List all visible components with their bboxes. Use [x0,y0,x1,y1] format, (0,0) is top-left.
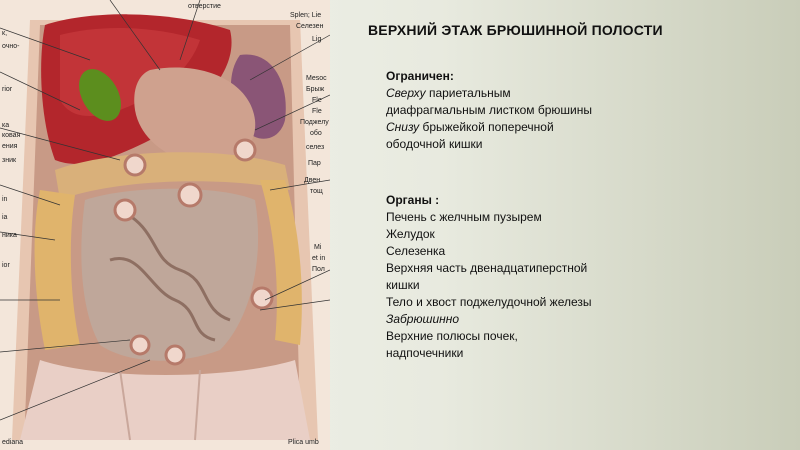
illustration-label: Mi [314,244,322,251]
abdominal-cavity-drawing [0,0,330,450]
organs-section [386,192,786,362]
illustration-label: тощ [310,188,323,195]
illustration-label: Поджелу [300,119,329,126]
illustration-label: Селезен [296,23,324,30]
illustration-label: Lig [312,36,322,43]
bounded-top-line [386,85,786,102]
anatomy-illustration [0,0,330,450]
illustration-label: Пол [312,266,325,273]
bounded-bottom-text: брыжейкой поперечной [419,120,554,134]
retroperitoneal-heading: Забрюшинно [386,312,460,326]
organ-item: Верхняя часть двенадцатиперстной [386,261,588,275]
mesentery-area [81,189,258,361]
illustration-label: Mesoc [306,75,327,82]
illustration-label: к, [2,30,8,37]
bowel-opening-3 [179,184,201,206]
bounded-section [386,68,786,153]
bounded-top-italic: Сверху [386,86,426,100]
organ-item: Тело и хвост поджелудочной железы [386,295,592,309]
illustration-label: Двен [304,177,321,184]
illustration-label: ковая [2,132,21,139]
bounded-bottom-line [386,119,786,136]
illustration-label: отверстие [188,3,221,10]
bowel-opening-4 [115,200,135,220]
bounded-bottom-italic: Снизу [386,120,420,134]
illustration-label: селез [306,144,325,151]
illustration-label: обо [310,130,322,137]
retroperitoneal-item: надпочечники [386,346,464,360]
illustration-label: ника [2,232,17,239]
slide-title: ВЕРХНИЙ ЭТАЖ БРЮШИННОЙ ПОЛОСТИ [368,22,663,38]
illustration-label: Fle [312,97,322,104]
illustration-label: Пар [308,160,321,167]
organ-item: кишки [386,278,420,292]
illustration-label: зник [2,157,17,164]
illustration-label: ediana [2,439,24,446]
organ-item: Желудок [386,227,435,241]
illustration-label: Splen; Lie [290,12,322,19]
illustration-label: очно- [2,43,20,50]
bounded-top-text: париетальным [425,86,511,100]
retroperitoneal-item: Верхние полюсы почек, [386,329,518,343]
bowel-opening-1 [125,155,145,175]
illustration-label: Plica umb [288,439,319,446]
bounded-heading: Ограничен: [386,69,454,83]
organs-heading: Органы : [386,193,440,207]
illustration-label: in [2,196,8,203]
illustration-label: ior [2,262,10,269]
illustration-label: rior [2,86,13,93]
illustration-label: ia [2,214,8,221]
illustration-label: ка [2,122,10,129]
bowel-opening-2 [235,140,255,160]
organ-item: Печень с желчным пузырем [386,210,542,224]
illustration-label: ения [2,143,18,150]
organ-item: Селезенка [386,244,446,258]
bounded-top-text-2: диафрагмальным листком брюшины [386,103,592,117]
bounded-bottom-text-2: ободочной кишки [386,137,483,151]
bowel-opening-6 [131,336,149,354]
illustration-label: et in [312,255,326,262]
illustration-label: Брыж [306,86,325,93]
bowel-opening-7 [166,346,184,364]
illustration-label: Fle [312,108,322,115]
